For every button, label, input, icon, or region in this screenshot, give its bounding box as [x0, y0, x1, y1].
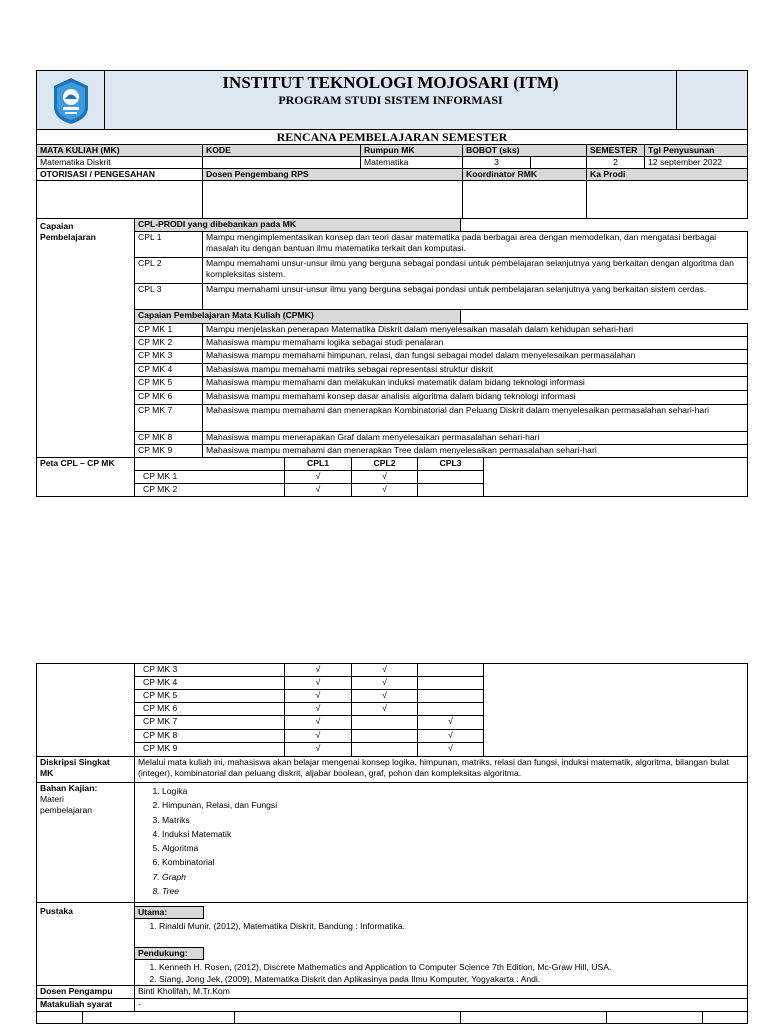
header-right-cell — [677, 71, 748, 130]
cpmk-code: CP MK 8 — [135, 432, 203, 445]
list-item: 1. Kenneth H. Rosen, (2012), Discrete Mathematics and Application to Computer Science 7th Edition, Mc-Graw Hill, USA. — [159, 961, 747, 973]
peta-code: CP MK 4 — [135, 677, 285, 690]
otorisasi-blank — [37, 181, 203, 219]
peta-code: CP MK 5 — [135, 690, 285, 703]
peta-code: CP MK 3 — [135, 664, 285, 677]
label-capaian: Capaian Pembelajaran — [37, 219, 135, 458]
check-mark: √ — [285, 484, 352, 497]
peta-code: CP MK 7 — [135, 716, 285, 730]
cpmk-text: Mahasiswa mampu memahami himpunan, relasi, dan fungsi sebagai model dalam menyelesaikan permasalahan — [203, 350, 748, 364]
check-mark: √ — [352, 664, 418, 677]
check-mark: √ — [352, 703, 418, 716]
peta-code: CP MK 6 — [135, 703, 285, 716]
check-mark — [418, 690, 484, 703]
label-peta: Peta CPL – CP MK — [37, 458, 135, 497]
label-mata-kuliah: MATA KULIAH (MK) — [37, 145, 203, 157]
cpmk-code: CP MK 3 — [135, 350, 203, 364]
label-deskripsi: Diskripsi Singkat MK — [37, 757, 135, 783]
check-mark: √ — [352, 690, 418, 703]
rps-header-table — [36, 70, 748, 145]
check-mark — [352, 743, 418, 757]
detail-table — [36, 756, 748, 1012]
peta-code: CP MK 2 — [135, 484, 285, 497]
check-mark — [352, 730, 418, 743]
peta-col-header: CPL2 — [352, 458, 418, 471]
value-tgl: 12 september 2022 — [645, 157, 748, 169]
label-kode: KODE — [203, 145, 361, 157]
logo-cell — [37, 71, 105, 130]
institute-logo-icon — [52, 77, 90, 125]
cpl-text: Mampu memahami unsur-unsur ilmu yang berguna sebagai pondasi untuk pembelajaran selanjutnya yang berkaitan dengan algoritma dan kompleksitas sistem. — [203, 258, 748, 284]
check-mark — [418, 471, 484, 484]
signature-kaprodi — [587, 181, 748, 219]
check-mark: √ — [285, 703, 352, 716]
label-pustaka: Pustaka — [37, 903, 135, 986]
check-mark: √ — [285, 664, 352, 677]
label-tgl: Tgl Penyusunan — [645, 145, 748, 157]
check-mark: √ — [285, 690, 352, 703]
label-otorisasi: OTORISASI / PENGESAHAN — [37, 169, 203, 181]
bahan-list — [138, 784, 744, 898]
check-mark — [418, 703, 484, 716]
cpmk-text: Mahasiswa mampu memahami dan menerapkan Kombinatorial dan Peluang Diskrit dalam menyelesaikan permasalahan sehari-hari — [203, 405, 748, 432]
list-item: 8. Tree — [162, 884, 744, 898]
check-mark: √ — [418, 716, 484, 730]
cpl-code: CPL 2 — [135, 258, 203, 284]
check-mark: √ — [285, 743, 352, 757]
deskripsi-text: Melalui mata kuliah ini, mahasiswa akan belajar mengenai konsep logika, himpunan, matriks, relasi dan fungsi, induksi matematik, algoritma, bilangan bulat (integer), kombinatorial dan peluang diskrit, aljabar boolean, graf, pohon dan kompleksitas algoritma. — [135, 757, 748, 783]
value-rumpun: Matematika — [361, 157, 463, 169]
label-dosen-pengembang: Dosen Pengembang RPS — [203, 169, 463, 181]
cpl-code: CPL 1 — [135, 232, 203, 258]
cpl-text: Mampu mengimplementasikan konsep dan teori dasar matematika pada berbagai area dengan memodelkan, dan mengatasi berbagai masalah itu dengan bantuan ilmu matematika terkait dan komputasi. — [203, 232, 748, 258]
check-mark: √ — [352, 471, 418, 484]
signature-koordinator — [463, 181, 587, 219]
label-matakuliah-syarat: Matakuliah syarat — [37, 999, 135, 1012]
pustaka-utama-label: Utama: — [135, 906, 205, 919]
value-semester: 2 — [587, 157, 645, 169]
list-item: 2. Siang, Jong Jek, (2009), Matematika Diskrit dan Aplikasinya pada Ilmu Komputer, Yogyakarta : Andi. — [159, 973, 747, 985]
program-name: PROGRAM STUDI SISTEM INFORMASI — [278, 93, 503, 107]
check-mark — [418, 677, 484, 690]
cpmk-text: Mahasiswa mampu memahami logika sebagai studi penalaran — [203, 337, 748, 350]
list-item: 6. Kombinatorial — [162, 855, 744, 869]
cpmk-header: Capaian Pembelajaran Mata Kuliah (CPMK) — [135, 310, 461, 324]
rps-page-2 — [36, 663, 747, 1024]
cpmk-code: CP MK 6 — [135, 391, 203, 405]
rps-page-1 — [36, 70, 747, 497]
check-mark: √ — [418, 730, 484, 743]
label-koordinator: Koordinator RMK — [463, 169, 587, 181]
value-bobot: 3 — [463, 157, 531, 169]
check-mark: √ — [352, 484, 418, 497]
list-item: 3. Matriks — [162, 813, 744, 827]
cpmk-text: Mahasiswa mampu memahami dan menerapkan Tree dalam menyelesaikan permasalahan sehari-hari — [203, 445, 748, 458]
check-mark — [418, 664, 484, 677]
check-mark: √ — [285, 677, 352, 690]
peta-col-header: CPL1 — [285, 458, 352, 471]
label-kaprodi: Ka Prodi — [587, 169, 748, 181]
pustaka-pendukung-label: Pendukung: — [135, 947, 205, 960]
cpmk-code: CP MK 9 — [135, 445, 203, 458]
institute-name: INSTITUT TEKNOLOGI MOJOSARI (ITM) — [222, 73, 559, 92]
pustaka-utama-list — [135, 920, 747, 932]
cpl-header: CPL-PRODI yang dibebankan pada MK — [135, 219, 461, 232]
label-dosen-pengampu: Dosen Pengampu — [37, 986, 135, 999]
cpmk-code: CP MK 7 — [135, 405, 203, 432]
cpmk-code: CP MK 2 — [135, 337, 203, 350]
next-table-top — [36, 1011, 748, 1024]
label-bobot: BOBOT (sks) — [463, 145, 587, 157]
check-mark — [352, 716, 418, 730]
list-item: 4. Induksi Matematik — [162, 827, 744, 841]
peta-code: CP MK 8 — [135, 730, 285, 743]
peta-col-header: CPL3 — [418, 458, 484, 471]
check-mark: √ — [352, 677, 418, 690]
cpmk-code: CP MK 5 — [135, 377, 203, 391]
table-row — [37, 664, 748, 677]
cpmk-code: CP MK 1 — [135, 324, 203, 337]
peta-cpl-table — [36, 457, 748, 497]
capaian-table — [36, 218, 748, 458]
list-item: 2. Himpunan, Relasi, dan Fungsi — [162, 798, 744, 812]
dosen-pengampu-value: Binti Kholifah, M.Tr.Kom — [135, 986, 748, 999]
title-cell — [105, 71, 677, 130]
value-mata-kuliah: Matematika Diskrit — [37, 157, 203, 169]
cpl-code: CPL 3 — [135, 284, 203, 310]
document-title: RENCANA PEMBELAJARAN SEMESTER — [37, 130, 748, 145]
value-bobot-extra — [531, 157, 587, 169]
signature-dosen — [203, 181, 463, 219]
list-item: 1. Rinaldi Munir, (2012), Matematika Diskrit, Bandung : Informatika. — [159, 920, 747, 932]
cpmk-text: Mahasiswa mampu memahami dan melakukan induksi matematik dalam bidang teknologi informasi — [203, 377, 748, 391]
matakuliah-syarat-value: - — [135, 999, 748, 1012]
list-item: 1. Logika — [162, 784, 744, 798]
pustaka-cell — [135, 903, 748, 986]
check-mark: √ — [285, 716, 352, 730]
pustaka-pendukung-list — [135, 961, 747, 985]
peta-code: CP MK 9 — [135, 743, 285, 757]
label-semester: SEMESTER — [587, 145, 645, 157]
value-kode — [203, 157, 361, 169]
bahan-list-cell — [135, 783, 748, 903]
cpl-text: Mampu memahami unsur-unsur ilmu yang berguna sebagai pondasi untuk pembelajaran selanjutnya yang berkaitan sistem cerdas. — [203, 284, 748, 310]
check-mark: √ — [418, 743, 484, 757]
cpmk-text: Mahasiswa mampu memahami konsep dasar analisis algoritma dalam bidang teknologi informasi — [203, 391, 748, 405]
check-mark: √ — [285, 730, 352, 743]
cpmk-text: Mahasiswa mampu menerapakan Graf dalam menyelesaikan permasalahan sehari-hari — [203, 432, 748, 445]
list-item: 5. Algoritma — [162, 841, 744, 855]
label-bahan: Bahan Kajian: Materi pembelajaran — [37, 783, 135, 903]
list-item: 7. Graph — [162, 870, 744, 884]
cpmk-text: Mahasiswa mampu memahami matriks sebagai representasi struktur diskrit — [203, 364, 748, 377]
cpmk-code: CP MK 4 — [135, 364, 203, 377]
cpmk-text: Mampu menjelaskan penerapan Matematika Diskrit dalam menyelesaikan masalah dalam kehidupan sehari-hari — [203, 324, 748, 337]
check-mark: √ — [285, 471, 352, 484]
label-rumpun: Rumpun MK — [361, 145, 463, 157]
course-info-table — [36, 144, 748, 219]
peta-cpl-table-continued — [36, 663, 748, 757]
check-mark — [418, 484, 484, 497]
peta-code: CP MK 1 — [135, 471, 285, 484]
